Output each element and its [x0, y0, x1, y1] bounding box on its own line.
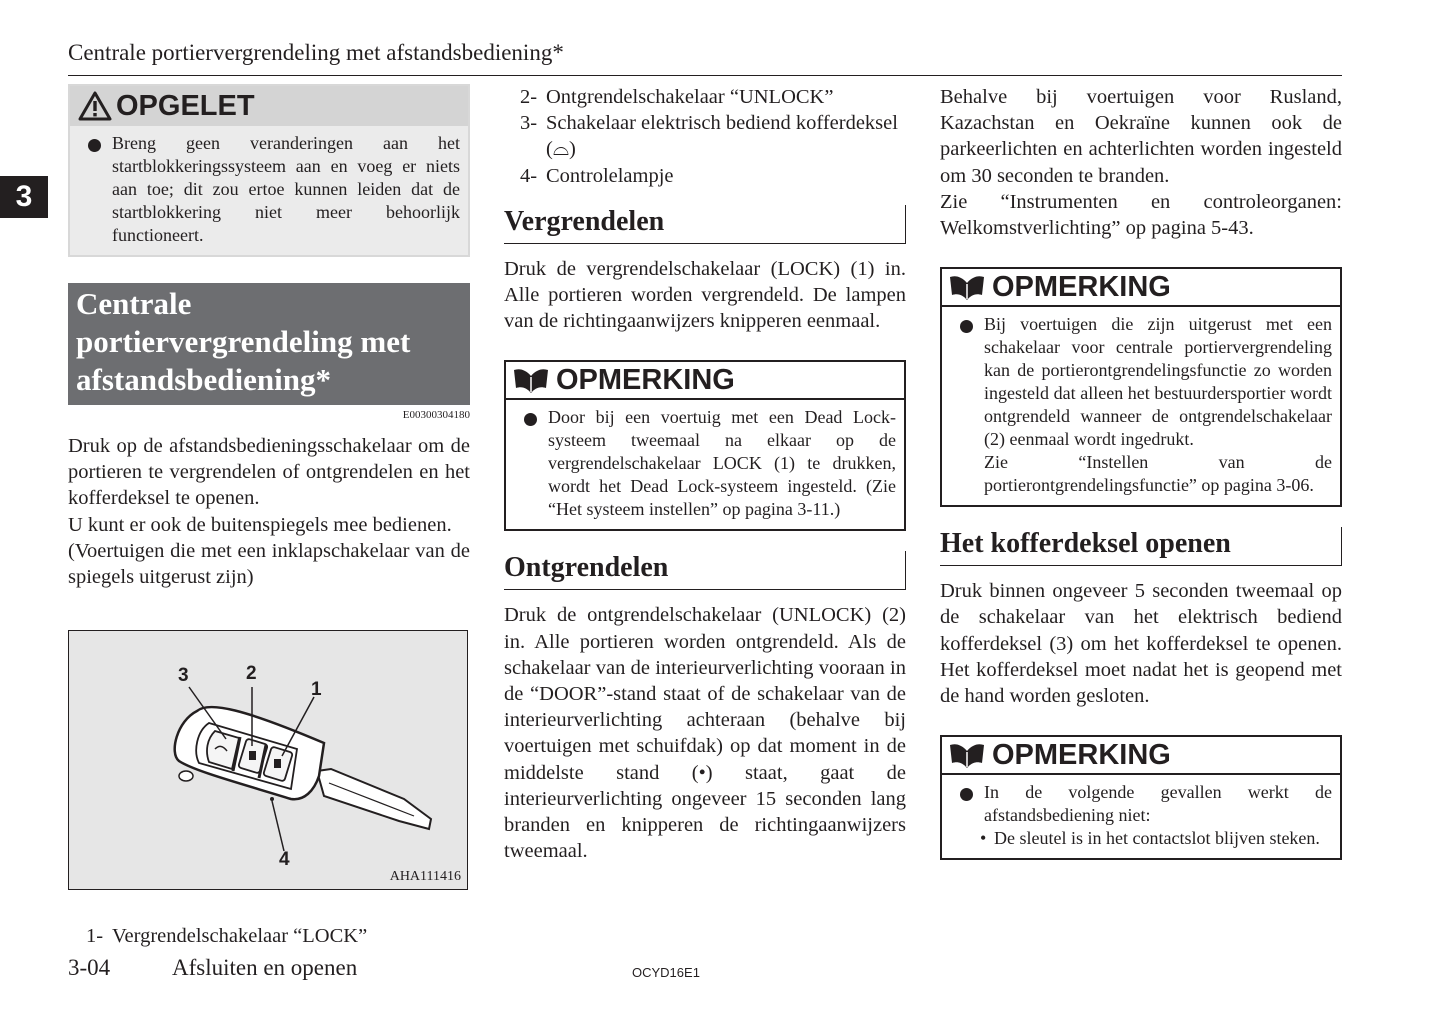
open-book-icon	[948, 273, 986, 301]
heading-vergrendelen: Vergrendelen	[504, 205, 906, 244]
intro-paragraph: (Voertuigen die met een inklapschakelaar van de spiegels uitgerust zijn)	[68, 539, 470, 589]
footer-page-number: 3-04	[68, 955, 111, 980]
caution-header	[70, 86, 468, 126]
running-header-title: Centrale portiervergrendeling met afstandsbediening*	[68, 40, 564, 65]
locking-paragraph: Druk de vergrendelschakelaar (LOCK) (1) in. Alle portieren worden vergrendeld. De lampen van de richtingaanwijzers knipperen eenmaal.	[504, 257, 906, 333]
callout-1: 1	[311, 679, 322, 701]
note-item	[524, 406, 896, 521]
legend-number: 3-	[520, 112, 538, 135]
unlocking-paragraph: Druk de ontgrendelschakelaar (UNLOCK) (2) in. Alle portieren worden ontgrendeld. Als de schakelaar van de interieurverlichting vooraan in de “DOOR”-stand staat of de schakelaar van de interieurverlichting achteraan (behalve bij voertuigen met schuifdak) op dat moment in de middelste stand (•) staat, gaat de interieurverlichting ongeveer 15 seconden lang branden en knipperen de richtingaanwijzers tweemaal.	[504, 604, 906, 863]
note-box	[940, 735, 1342, 860]
legend-number: 2-	[520, 86, 538, 108]
note-text: In de volgende gevallen werkt de afstandsbediening niet:	[984, 782, 1332, 826]
caution-box	[68, 84, 470, 257]
remote-key-illustration	[69, 631, 467, 889]
note-sub-text: De sleutel is in het contactslot blijven steken.	[994, 828, 1320, 849]
bullet-icon	[960, 781, 984, 827]
section-title-line: portiervergrendeling met	[76, 324, 411, 359]
chapter-tab: 3	[0, 176, 48, 218]
callout-2: 2	[246, 663, 257, 685]
section-title-line: Centrale	[76, 286, 192, 321]
note-box	[504, 360, 906, 531]
note-header	[506, 362, 904, 400]
key-fob-figure	[68, 630, 468, 890]
legend-item	[504, 163, 906, 189]
note-header	[942, 269, 1340, 307]
sub-bullet-icon: •	[980, 828, 987, 849]
bullet-icon	[88, 132, 112, 247]
column-right	[940, 84, 1342, 860]
caution-text: Breng geen veranderingen aan het startblokkeringssysteem aan en voeg er niets aan toe; dit zou ertoe kunnen leiden dat de startblokkering niet meer behoorlijk functioneert.	[112, 133, 460, 245]
note-sub-item	[960, 827, 1332, 850]
unlocking-reference: Zie “Instrumenten en controleorganen: Welkomstverlichting” op pagina 5-43.	[940, 190, 1342, 240]
trunk-paragraph: Druk binnen ongeveer 5 seconden tweemaal op de schakelaar van het elektrisch bediend kofferdeksel (3) om het kofferdeksel te openen. Het kofferdeksel moet nadat het is geopend met de hand worden gesloten.	[940, 580, 1342, 708]
column-left	[68, 84, 470, 949]
note-title: OPMERKING	[992, 270, 1171, 303]
note-reference: Zie “Instellen van de portierontgrendelingsfunctie” op pagina 3-06.	[984, 452, 1332, 496]
bullet-icon	[960, 313, 984, 497]
legend-number: 4-	[520, 164, 538, 187]
legend-text: Controlelampje	[546, 164, 674, 187]
legend-text: Schakelaar elektrisch bediend kofferdeksel (⌓)	[546, 112, 898, 161]
note-text: Bij voertuigen die zijn uitgerust met een schakelaar voor centrale portiervergrendeling kan de portierontgrendelingsfunctie zo worden ingesteld dat alleen het bestuurdersportier wordt ontgrendeld wanneer de ontgrendelschakelaar (2) eenmaal wordt ingedrukt.	[984, 314, 1332, 450]
heading-kofferdeksel: Het kofferdeksel openen	[940, 527, 1342, 566]
section-title	[68, 283, 470, 405]
open-book-icon	[512, 366, 550, 394]
heading-ontgrendelen: Ontgrendelen	[504, 551, 906, 590]
column-middle	[504, 84, 906, 864]
section-title-line: afstandsbediening*	[76, 362, 331, 397]
footer-chapter-title: Afsluiten en openen	[172, 955, 358, 980]
footer-document-code: OCYD16E1	[632, 965, 700, 980]
legend-item	[68, 923, 470, 949]
note-item	[960, 313, 1332, 497]
note-item	[960, 781, 1332, 827]
caution-title: OPGELET	[116, 89, 255, 122]
note-body	[506, 400, 904, 529]
note-title: OPMERKING	[992, 738, 1171, 771]
note-body	[942, 775, 1340, 858]
warning-triangle-icon	[78, 91, 112, 121]
legend-item	[504, 84, 906, 110]
open-book-icon	[948, 741, 986, 769]
header-rule	[68, 75, 1342, 76]
caution-item	[88, 132, 460, 247]
callout-3: 3	[178, 665, 189, 687]
unlocking-continued-paragraph: Behalve bij voertuigen voor Rusland, Kazachstan en Oekraïne kunnen ook de parkeerlichten en achterlichten worden ingesteld om 30 seconden te branden.	[940, 86, 1342, 187]
note-box	[940, 267, 1342, 507]
note-header	[942, 737, 1340, 775]
legend-item	[504, 110, 906, 162]
intro-paragraph: U kunt er ook de buitenspiegels mee bedienen.	[68, 513, 452, 536]
legend-number: 1-	[86, 925, 104, 948]
note-text: Door bij een voertuig met een Dead Lock-systeem tweemaal na elkaar op de vergrendelschakelaar LOCK (1) te drukken, wordt het Dead Lock-systeem ingesteld. (Zie “Het systeem instellen” op pagina 3-11.)	[548, 407, 896, 520]
callout-4: 4	[279, 849, 290, 871]
intro-paragraph: Druk op de afstandsbedieningsschakelaar om de portieren te vergrendelen of ontgrendelen en het kofferdeksel te openen.	[68, 435, 470, 510]
legend-text: Vergrendelschakelaar “LOCK”	[112, 925, 368, 948]
section-doc-id: E00300304180	[402, 409, 470, 421]
figure-id: AHA111416	[389, 869, 461, 885]
legend-text: Ontgrendelschakelaar “UNLOCK”	[546, 86, 834, 108]
bullet-icon	[524, 406, 548, 521]
note-body	[942, 307, 1340, 505]
caution-body	[70, 126, 468, 255]
note-title: OPMERKING	[556, 363, 735, 396]
